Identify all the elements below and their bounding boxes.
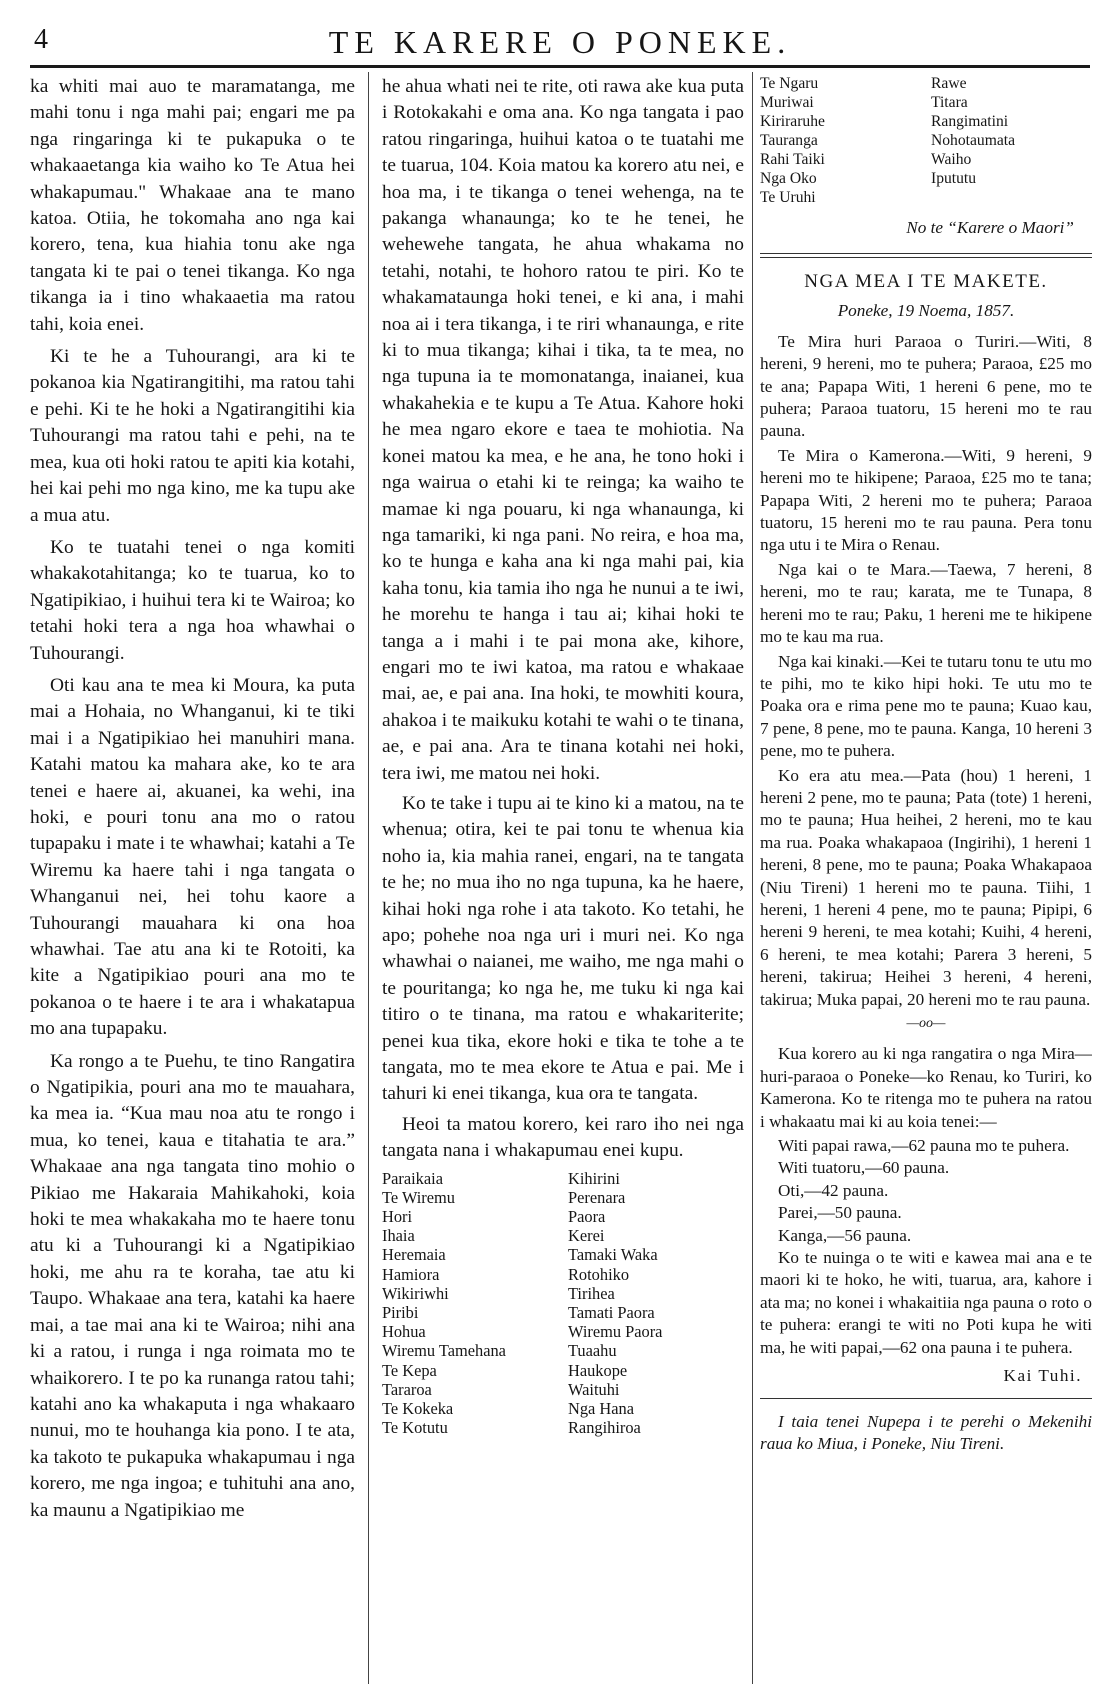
tribe-name: Rangimatini [931,113,1009,130]
page-number: 4 [34,24,48,55]
column-2 [382,74,744,1684]
price-line: Witi papai rawa,—62 pauna mo te puhera. [778,1136,1070,1156]
tribe-name: Kiriraruhe [760,113,825,130]
signatory-name: Tararoa [382,1379,432,1399]
signatory-name: Hamiora [382,1264,440,1284]
price-line: Witi tuatoru,—60 pauna. [778,1158,950,1178]
signatories-left [382,1169,558,1438]
signatory-name: Haukope [568,1360,628,1380]
signatory-name: Ihaia [382,1226,415,1246]
header-rule [30,65,1090,68]
signatory-name: Te Kotutu [382,1418,448,1438]
market-dateline: Poneke, 19 Noema, 1857. [837,301,1015,321]
tribe-name: Rawe [931,75,967,92]
signatory-name: Paraikaia [382,1168,443,1188]
price-line: Parei,—50 pauna. [778,1203,902,1223]
page-header [30,14,1090,62]
tribe-name: Titara [931,94,968,111]
signatory-name: Hohua [382,1322,426,1342]
tribe-name: Tauranga [760,132,818,149]
tribe-list-right [931,74,1092,207]
article-paragraph: Ka rongo a te Puehu, te tino Rangatira o Ngatipikia, pouri ana mo te mauahara, ka mea ia. “Kua mau noa atu te rongo i mua, ko tenei, kaua e titahatia te ara.” Whakaae ana nga tangata tino mohio o Pikiao me Hakaraia Mahikahoki, koia hoki te mea whakakaha mo te haere tonu atu ki a Tuhourangi ki a Ngatipikiao hoki, me ahu ra te koraha, tae atu ki Taupo. Whakaae ana tera, katahi ka haere mai, a tae mai ana ki te Wairoa; nihi ana ki a ratou, i runga i nga roimata mo te whaikorero. I te po ka runanga ratou tahi; katahi ano ka whakaputa i nga whakaaro nunui, mo te houhanga kia pono. I te ata, ka takoto te pukapuka whakapumau i nga korero, me nga ingoa; e tuhituhi ana ano, ka maunu a Ngatipikiao me [30,1050,355,1521]
signatory-name: Wiremu Tamehana [382,1341,506,1361]
signatory-name: Kihirini [568,1168,620,1188]
signatory-name: Wiremu Paora [568,1322,663,1342]
signatory-name: Tirihea [568,1283,615,1303]
signatory-name: Waituhi [568,1379,620,1399]
column-3 [760,74,1092,1684]
article-paragraph: Ki te he a Tuhourangi, ara ki te pokanoa kia Ngatirangitihi, ma ratou tahi e pehi. Ki te he hoki a Ngatirangitihi kia Tuhourangi ma ratou tahi e pehi, na te mea, kua oti hoki ratou te apiti kia kotahi, hei kai pehi mo nga kino, me ka tupu ake a mua atu. [30,346,355,526]
market-paragraph: Te Mira huri Paraoa o Turiri.—Witi, 8 hereni, 9 hereni, mo te puhera; Paraoa, £25 mo te ana; Papapa Witi, 1 hereni 6 pene, mo te puhera; Paraoa tuatoru, 15 hereni mo te rau pauna. [760,331,1092,441]
mill-report-paragraph: Ko te nuinga o te witi e kawea mai ana e te maori ki te hoko, he witi, tuarua, ara, kahore i ata ma; no konei i whakaitiia nga pauna o roto o te puhera: erangi te witi no Poti kupa he witi ma, he witi papai,—62 ona pauna i te puhera. [760,1248,1092,1357]
tribe-name: Nga Oko [760,170,817,187]
source-attribution: No te “Karere o Maori” [906,218,1074,237]
tribe-list-left [760,74,921,207]
mill-report-paragraph: Kua korero au ki nga rangatira o nga Mira—huri-paraoa o Poneke—ko Renau, ko Turiri, ko Kamerona. Ko te ritenga mo te puhera na ratou i whakaatu mai ki au koia tenei:— [760,1044,1092,1131]
signatory-name: Tamaki Waka [568,1245,658,1265]
article-paragraph: Oti kau ana te mea ki Moura, ka puta mai a Hohaia, no Whanganui, ki te tiki mai i a Ngatipikiao hei manuhiri mana. Katahi matou ka mahara ake, ko te ara tenei e haere ai, akuanei, ka wehi, ina hoki, e pouri tonu ana mo o ratou tupapaku i mate i te whawhai; katahi a Te Wiremu ka haere tahi i nga tangata o Whanganui nei, hei tohu kaore a Tuhourangi mauahara ki ona hoa whawhai. Tae atu ana ki te Rotoiti, ka kite a Ngatipikiao pouri ana mo te pokanoa o te haere i te ara i whakatapua mo ana tupapaku. [30,674,355,1040]
tribe-name: Te Ngaru [760,75,819,92]
section-rule [760,253,1092,258]
tribe-name: Te Uruhi [760,189,816,206]
article-paragraph: Heoi ta matou korero, kei raro iho nei nga tangata nana i whakapumau enei kupu. [382,1113,744,1162]
article-paragraph: he ahua whati nei te rite, oti rawa ake kua puta i Rotokakahi e oma ana. Ko nga tangata i pao ratou ringaringa, huihui katoa o te tuatahi me te tuarua, 104. Koia matou ka korero atu nei, e hoa ma, i te tikanga o tenei wehenga, na te pakanga whanaunga; ko te he tenei, he wehewehe tangata, he ahua whakama no tetahi, notahi, te hohoro ratou te piri. Ko te whakamataunga hoki tenei, e ki ana, i mahi noa ai i tera tikanga, i te riri whanaunga, e rite ki to mua tikanga; kihai i tika, ta te mea, no nga tupuna ia te momonatanga, inaianei, kua whakahekia e te kupu a Te Atua. Kahore hoki he mea ngaro ekore e taea te mohiotia. Na konei matou ka mea, e he ana, he tono hoki i nga wairua o etahi ki te reinga; ka waiho te mamae ki nga pouaru, ki nga whanaunga, ki nga tamariki, ki nga pani. No reira, e hoa ma, ko te hunga e kaha ana ki nga mahi pai, kia kaha tonu, kia tamia iho nga he nunui a te iwi, he morehu te hanga i tau ai; kihai hoki te tanga a i mahi i te pai mona ake, kihore, engari mo te iwi katoa, ma ratou e whakaae mai, ae, e pai ana. Ina hoki, te mowhiti koura, ahakoa i te maikuku kotahi te wahi o te tinana, ae, e pai ana. Ara te tinana kotahi nei hoki, tera iwi, me matou nei hoki. [382,76,744,784]
editor-signature: Kai Tuhi. [1003,1366,1082,1386]
market-section-title: NGA MEA I TE MAKETE. [804,271,1048,293]
column-divider-2 [752,72,753,1684]
signatory-name: Tuaahu [568,1341,617,1361]
signatories-right [568,1169,744,1438]
price-line: Kanga,—56 pauna. [778,1225,912,1245]
market-paragraph: Ko era atu mea.—Pata (hou) 1 hereni, 1 hereni 2 pene, mo te pauna; Pata (tote) 1 hereni, mo te pauna; Hua heihei, 2 hereni, mo te kau ma rua. Poaka whakapaoa (Ingirihi), 1 hereni 1 hereni, 8 pene, mo te pauna; Poaka Whakapaoa (Niu Tireni) 1 hereni mo te pauna. Tiihi, 1 hereni, 1 hereni 4 pene, mo te pauna; Pipipi, 6 hereni 9 hereni, te mea kotahi; Kuihi, 4 hereni, 6 hereni, te mea kotahi; Parera 3 hereni, 5 hereni, takirua; Heihei 3 hereni, 4 hereni, takirua; Muka papai, 20 hereni mo te rau pauna. [760,765,1092,1009]
signatory-name: Te Kepa [382,1360,437,1380]
signatory-name: Nga Hana [568,1399,634,1419]
article-paragraph: Ko te tuatahi tenei o nga komiti whakakotahitanga; ko te tuarua, ko to Ngatipikiao, i huihui tera ki te Wairoa; ko tetahi hoki tera a nga hoa whawhai o Tuhourangi. [30,536,355,664]
printer-imprint: I taia tenei Nupepa i te perehi o Mekenihi raua ko Miua, i Poneke, Niu Tireni. [760,1411,1092,1453]
tribe-name: Muriwai [760,94,814,111]
signatory-name: Rangihiroa [568,1418,641,1438]
tribe-name: Ipututu [931,170,977,187]
signatories-list [382,1169,744,1438]
signatory-name: Paora [568,1207,606,1227]
signatory-name: Heremaia [382,1245,446,1265]
signatory-name: Piribi [382,1303,419,1323]
article-paragraph: ka whiti mai auo te maramatanga, me mahi tonu i nga mahi pai; engari me pa nga ringaringa ki te pukapuka o te whakaaetanga kia waiho ko Te Atua hei whakapumau." Whakaae ana te mano katoa. Otiia, he tokomaha ano nga kai korero, tena, kua hiahia tonu ake nga tangata ki te pai o tenei tikanga. Ko nga tikanga ia i tino whakaaetia ma ratou tahi, koia enei. [30,76,355,335]
signatory-name: Te Kokeka [382,1399,454,1419]
market-paragraph: Nga kai kinaki.—Kei te tutaru tonu te utu mo te pihi, mo te kiko hipi hoki. Te utu mo te Poaka ora e rima pene mo te pauna; Kuao kau, 7 pene, 8 pene, mo te pauna. Kanga, 10 hereni 3 pene, mo te puhera. [760,651,1092,761]
masthead-title: TE KARERE O PONEKE. [328,24,792,60]
tribe-name: Nohotaumata [931,132,1016,149]
tribe-list [760,74,1092,207]
signatory-name: Hori [382,1207,413,1227]
footer-rule [760,1398,1092,1399]
tribe-name: Waiho [931,151,972,168]
column-divider-1 [368,72,369,1684]
price-line: Oti,—42 pauna. [778,1180,889,1200]
signatory-name: Perenara [568,1187,626,1207]
signatory-name: Te Wiremu [382,1187,455,1207]
market-paragraph: Te Mira o Kamerona.—Witi, 9 hereni, 9 hereni mo te hikipene; Paraoa, £25 mo te tana; Papapa Witi, 2 hereni mo te puhera; Paraoa tuatoru, 15 hereni mo te rau pauna. Pera tonu nga utu i te Mira o Renau. [760,445,1092,555]
signatory-name: Tamati Paora [568,1303,655,1323]
section-separator: —oo— [906,1016,946,1031]
signatory-name: Rotohiko [568,1264,630,1284]
column-1 [30,74,355,1684]
signatory-name: Wikiriwhi [382,1283,449,1303]
signatory-name: Kerei [568,1226,605,1246]
article-paragraph: Ko te take i tupu ai te kino ki a matou, na te whenua; otira, kei te pai tonu te whenua kia noho ia, kia mahia ranei, engari, na te tangata te he; no mua iho no nga tupuna, ka he haere, kihai hoki nga rohe i ata takoto. Ko tetahi, he apo; pohehe noa nga uri i muri nei. Ko nga whawhai o naianei, me waiho, me nga mahi o te pouritanga; ko nga he, me tuku ki nga kai titiro o te tinana, ma ratou e whakariterite; penei kua tika, ekore hoki e tika te tohe a te tangata, mo te mea ekore te Atua e pai. Me i tahuri ki enei tikanga, kua ora te tangata. [382,792,744,1105]
market-paragraph: Nga kai o te Mara.—Taewa, 7 hereni, 8 hereni, mo te rau; karata, me te Tunapa, 8 hereni mo te rau; Paku, 1 hereni me te hikipene mo te kau ma rua. [760,559,1092,647]
tribe-name: Rahi Taiki [760,151,825,168]
